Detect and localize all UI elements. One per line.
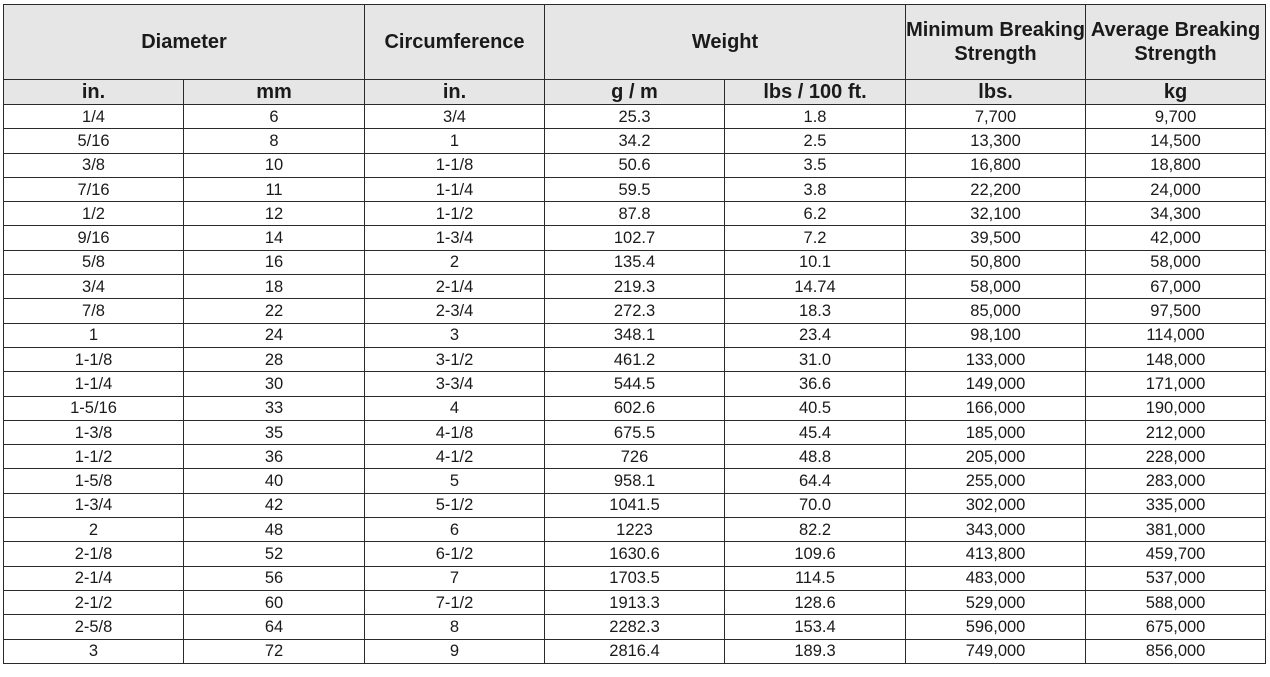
- cell-min-strength-lbs: 166,000: [906, 396, 1086, 420]
- cell-weight-lbs-per-100ft: 153.4: [725, 615, 906, 639]
- cell-diameter-mm: 40: [184, 469, 365, 493]
- cell-avg-strength-kg: 148,000: [1086, 347, 1266, 371]
- table-row: [4, 372, 1266, 396]
- cell-weight-lbs-per-100ft: 48.8: [725, 445, 906, 469]
- unit-header-diameter-mm: mm: [184, 80, 365, 105]
- cell-diameter-in: 3: [4, 639, 184, 663]
- cell-weight-g-per-m: 1223: [545, 518, 725, 542]
- cell-diameter-mm: 36: [184, 445, 365, 469]
- cell-avg-strength-kg: 58,000: [1086, 250, 1266, 274]
- cell-diameter-mm: 22: [184, 299, 365, 323]
- cell-diameter-in: 2-1/4: [4, 566, 184, 590]
- cell-min-strength-lbs: 133,000: [906, 347, 1086, 371]
- unit-header-circumference-in: in.: [365, 80, 545, 105]
- cell-diameter-mm: 11: [184, 177, 365, 201]
- table-row: [4, 396, 1266, 420]
- cell-weight-g-per-m: 102.7: [545, 226, 725, 250]
- cell-weight-lbs-per-100ft: 128.6: [725, 590, 906, 614]
- cell-circumference-in: 8: [365, 615, 545, 639]
- table-row: [4, 226, 1266, 250]
- cell-avg-strength-kg: 381,000: [1086, 518, 1266, 542]
- header-diameter: Diameter: [4, 5, 365, 80]
- cell-weight-g-per-m: 1041.5: [545, 493, 725, 517]
- cell-diameter-in: 5/8: [4, 250, 184, 274]
- cell-avg-strength-kg: 856,000: [1086, 639, 1266, 663]
- cell-diameter-in: 1-5/16: [4, 396, 184, 420]
- cell-weight-lbs-per-100ft: 18.3: [725, 299, 906, 323]
- cell-min-strength-lbs: 22,200: [906, 177, 1086, 201]
- cell-weight-lbs-per-100ft: 3.5: [725, 153, 906, 177]
- cell-weight-g-per-m: 544.5: [545, 372, 725, 396]
- cell-weight-lbs-per-100ft: 109.6: [725, 542, 906, 566]
- cell-min-strength-lbs: 483,000: [906, 566, 1086, 590]
- cell-diameter-in: 1: [4, 323, 184, 347]
- cell-weight-lbs-per-100ft: 14.74: [725, 275, 906, 299]
- cell-weight-g-per-m: 2816.4: [545, 639, 725, 663]
- cell-min-strength-lbs: 39,500: [906, 226, 1086, 250]
- table-row: [4, 299, 1266, 323]
- cell-min-strength-lbs: 149,000: [906, 372, 1086, 396]
- cell-circumference-in: 1-1/2: [365, 202, 545, 226]
- table-row: [4, 202, 1266, 226]
- table-row: [4, 615, 1266, 639]
- cell-avg-strength-kg: 283,000: [1086, 469, 1266, 493]
- cell-weight-lbs-per-100ft: 70.0: [725, 493, 906, 517]
- cell-weight-lbs-per-100ft: 2.5: [725, 129, 906, 153]
- cell-diameter-mm: 30: [184, 372, 365, 396]
- cell-circumference-in: 2-3/4: [365, 299, 545, 323]
- cell-diameter-in: 9/16: [4, 226, 184, 250]
- cell-circumference-in: 1-3/4: [365, 226, 545, 250]
- cell-min-strength-lbs: 343,000: [906, 518, 1086, 542]
- cell-circumference-in: 7: [365, 566, 545, 590]
- table-row: [4, 518, 1266, 542]
- cell-min-strength-lbs: 16,800: [906, 153, 1086, 177]
- cell-diameter-mm: 8: [184, 129, 365, 153]
- table-row: [4, 542, 1266, 566]
- cell-min-strength-lbs: 413,800: [906, 542, 1086, 566]
- cell-diameter-in: 1-1/2: [4, 445, 184, 469]
- cell-diameter-mm: 16: [184, 250, 365, 274]
- header-minimum-breaking-strength: Minimum Breaking Strength: [906, 5, 1086, 80]
- unit-header-weight-lbs-per-100ft: lbs / 100 ft.: [725, 80, 906, 105]
- cell-avg-strength-kg: 24,000: [1086, 177, 1266, 201]
- cell-circumference-in: 5-1/2: [365, 493, 545, 517]
- cell-weight-lbs-per-100ft: 36.6: [725, 372, 906, 396]
- cell-diameter-mm: 60: [184, 590, 365, 614]
- cell-weight-lbs-per-100ft: 40.5: [725, 396, 906, 420]
- cell-avg-strength-kg: 228,000: [1086, 445, 1266, 469]
- cell-avg-strength-kg: 18,800: [1086, 153, 1266, 177]
- cell-diameter-in: 2-5/8: [4, 615, 184, 639]
- cell-weight-g-per-m: 272.3: [545, 299, 725, 323]
- group-header-row: [4, 5, 1266, 80]
- cell-weight-g-per-m: 958.1: [545, 469, 725, 493]
- cell-avg-strength-kg: 9,700: [1086, 105, 1266, 129]
- unit-header-row: [4, 80, 1266, 105]
- cell-weight-g-per-m: 726: [545, 445, 725, 469]
- table-row: [4, 323, 1266, 347]
- cell-weight-g-per-m: 2282.3: [545, 615, 725, 639]
- cell-avg-strength-kg: 675,000: [1086, 615, 1266, 639]
- cell-min-strength-lbs: 85,000: [906, 299, 1086, 323]
- cell-avg-strength-kg: 97,500: [1086, 299, 1266, 323]
- cell-diameter-in: 1-3/8: [4, 420, 184, 444]
- cell-avg-strength-kg: 34,300: [1086, 202, 1266, 226]
- cell-diameter-in: 2-1/8: [4, 542, 184, 566]
- cell-avg-strength-kg: 212,000: [1086, 420, 1266, 444]
- table-row: [4, 129, 1266, 153]
- unit-header-weight-g-per-m: g / m: [545, 80, 725, 105]
- cell-circumference-in: 1: [365, 129, 545, 153]
- cell-weight-g-per-m: 135.4: [545, 250, 725, 274]
- cell-avg-strength-kg: 537,000: [1086, 566, 1266, 590]
- cell-diameter-mm: 18: [184, 275, 365, 299]
- cell-circumference-in: 4-1/8: [365, 420, 545, 444]
- cell-min-strength-lbs: 596,000: [906, 615, 1086, 639]
- cell-circumference-in: 6: [365, 518, 545, 542]
- cell-avg-strength-kg: 67,000: [1086, 275, 1266, 299]
- rope-specification-table: [3, 4, 1266, 664]
- cell-diameter-mm: 42: [184, 493, 365, 517]
- cell-min-strength-lbs: 529,000: [906, 590, 1086, 614]
- cell-diameter-mm: 64: [184, 615, 365, 639]
- cell-circumference-in: 3: [365, 323, 545, 347]
- cell-diameter-in: 7/16: [4, 177, 184, 201]
- cell-circumference-in: 3-3/4: [365, 372, 545, 396]
- cell-diameter-mm: 52: [184, 542, 365, 566]
- unit-header-min-strength-lbs: lbs.: [906, 80, 1086, 105]
- cell-weight-lbs-per-100ft: 10.1: [725, 250, 906, 274]
- cell-diameter-mm: 48: [184, 518, 365, 542]
- cell-diameter-in: 1-1/8: [4, 347, 184, 371]
- cell-min-strength-lbs: 185,000: [906, 420, 1086, 444]
- table-row: [4, 469, 1266, 493]
- table-row: [4, 275, 1266, 299]
- cell-weight-lbs-per-100ft: 189.3: [725, 639, 906, 663]
- cell-avg-strength-kg: 114,000: [1086, 323, 1266, 347]
- cell-weight-lbs-per-100ft: 7.2: [725, 226, 906, 250]
- header-weight: Weight: [545, 5, 906, 80]
- cell-diameter-in: 1-3/4: [4, 493, 184, 517]
- cell-avg-strength-kg: 42,000: [1086, 226, 1266, 250]
- table-row: [4, 250, 1266, 274]
- table-row: [4, 566, 1266, 590]
- unit-header-avg-strength-kg: kg: [1086, 80, 1266, 105]
- table-row: [4, 177, 1266, 201]
- cell-weight-lbs-per-100ft: 23.4: [725, 323, 906, 347]
- cell-weight-lbs-per-100ft: 64.4: [725, 469, 906, 493]
- cell-weight-g-per-m: 348.1: [545, 323, 725, 347]
- cell-diameter-mm: 35: [184, 420, 365, 444]
- header-circumference: Circumference: [365, 5, 545, 80]
- cell-weight-lbs-per-100ft: 1.8: [725, 105, 906, 129]
- cell-min-strength-lbs: 7,700: [906, 105, 1086, 129]
- cell-min-strength-lbs: 205,000: [906, 445, 1086, 469]
- cell-diameter-mm: 14: [184, 226, 365, 250]
- cell-circumference-in: 3/4: [365, 105, 545, 129]
- spec-table-container: [3, 4, 1266, 664]
- cell-min-strength-lbs: 58,000: [906, 275, 1086, 299]
- cell-avg-strength-kg: 14,500: [1086, 129, 1266, 153]
- cell-weight-g-per-m: 675.5: [545, 420, 725, 444]
- cell-min-strength-lbs: 32,100: [906, 202, 1086, 226]
- cell-diameter-in: 1-1/4: [4, 372, 184, 396]
- table-row: [4, 590, 1266, 614]
- cell-avg-strength-kg: 171,000: [1086, 372, 1266, 396]
- cell-circumference-in: 2-1/4: [365, 275, 545, 299]
- cell-weight-lbs-per-100ft: 82.2: [725, 518, 906, 542]
- cell-diameter-in: 3/4: [4, 275, 184, 299]
- cell-avg-strength-kg: 459,700: [1086, 542, 1266, 566]
- cell-diameter-mm: 72: [184, 639, 365, 663]
- cell-circumference-in: 1-1/4: [365, 177, 545, 201]
- cell-weight-g-per-m: 1630.6: [545, 542, 725, 566]
- cell-weight-lbs-per-100ft: 114.5: [725, 566, 906, 590]
- cell-diameter-mm: 6: [184, 105, 365, 129]
- cell-weight-lbs-per-100ft: 3.8: [725, 177, 906, 201]
- cell-diameter-mm: 24: [184, 323, 365, 347]
- cell-weight-g-per-m: 59.5: [545, 177, 725, 201]
- cell-circumference-in: 7-1/2: [365, 590, 545, 614]
- cell-diameter-mm: 28: [184, 347, 365, 371]
- cell-diameter-mm: 10: [184, 153, 365, 177]
- cell-diameter-in: 2: [4, 518, 184, 542]
- cell-avg-strength-kg: 588,000: [1086, 590, 1266, 614]
- cell-diameter-in: 3/8: [4, 153, 184, 177]
- unit-header-diameter-in: in.: [4, 80, 184, 105]
- cell-weight-g-per-m: 34.2: [545, 129, 725, 153]
- cell-weight-g-per-m: 50.6: [545, 153, 725, 177]
- cell-weight-g-per-m: 1913.3: [545, 590, 725, 614]
- cell-diameter-mm: 33: [184, 396, 365, 420]
- cell-weight-g-per-m: 25.3: [545, 105, 725, 129]
- cell-circumference-in: 6-1/2: [365, 542, 545, 566]
- table-row: [4, 347, 1266, 371]
- cell-min-strength-lbs: 98,100: [906, 323, 1086, 347]
- cell-diameter-in: 7/8: [4, 299, 184, 323]
- table-row: [4, 105, 1266, 129]
- cell-circumference-in: 9: [365, 639, 545, 663]
- cell-avg-strength-kg: 190,000: [1086, 396, 1266, 420]
- cell-diameter-in: 1/4: [4, 105, 184, 129]
- cell-circumference-in: 4-1/2: [365, 445, 545, 469]
- header-average-breaking-strength: Average Breaking Strength: [1086, 5, 1266, 80]
- cell-diameter-in: 1/2: [4, 202, 184, 226]
- cell-circumference-in: 3-1/2: [365, 347, 545, 371]
- table-row: [4, 445, 1266, 469]
- cell-weight-lbs-per-100ft: 45.4: [725, 420, 906, 444]
- cell-weight-lbs-per-100ft: 31.0: [725, 347, 906, 371]
- cell-min-strength-lbs: 302,000: [906, 493, 1086, 517]
- cell-min-strength-lbs: 13,300: [906, 129, 1086, 153]
- cell-diameter-in: 1-5/8: [4, 469, 184, 493]
- table-row: [4, 639, 1266, 663]
- table-row: [4, 153, 1266, 177]
- table-body: [4, 105, 1266, 664]
- cell-weight-lbs-per-100ft: 6.2: [725, 202, 906, 226]
- cell-weight-g-per-m: 219.3: [545, 275, 725, 299]
- cell-avg-strength-kg: 335,000: [1086, 493, 1266, 517]
- cell-diameter-in: 2-1/2: [4, 590, 184, 614]
- cell-weight-g-per-m: 461.2: [545, 347, 725, 371]
- cell-circumference-in: 4: [365, 396, 545, 420]
- cell-circumference-in: 5: [365, 469, 545, 493]
- cell-weight-g-per-m: 1703.5: [545, 566, 725, 590]
- cell-diameter-mm: 12: [184, 202, 365, 226]
- cell-circumference-in: 1-1/8: [365, 153, 545, 177]
- cell-diameter-mm: 56: [184, 566, 365, 590]
- cell-weight-g-per-m: 602.6: [545, 396, 725, 420]
- table-row: [4, 493, 1266, 517]
- cell-weight-g-per-m: 87.8: [545, 202, 725, 226]
- cell-min-strength-lbs: 255,000: [906, 469, 1086, 493]
- cell-circumference-in: 2: [365, 250, 545, 274]
- table-row: [4, 420, 1266, 444]
- cell-min-strength-lbs: 749,000: [906, 639, 1086, 663]
- cell-diameter-in: 5/16: [4, 129, 184, 153]
- cell-min-strength-lbs: 50,800: [906, 250, 1086, 274]
